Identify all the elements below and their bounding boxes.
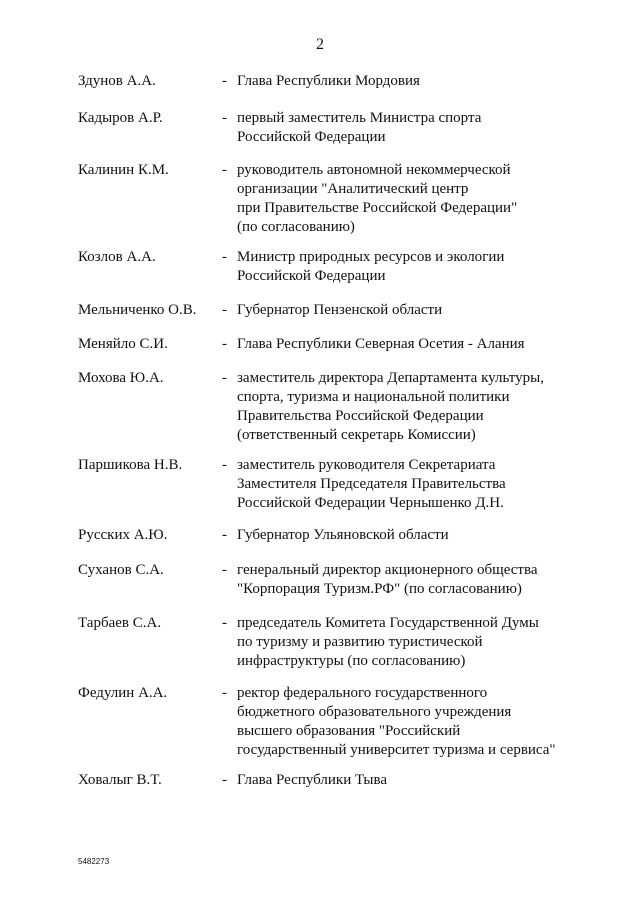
member-position	[237, 369, 577, 445]
member-name: Федулин А.А.	[78, 685, 168, 701]
position-line: бюджетного образовательного учреждения	[237, 704, 512, 720]
member-position	[237, 526, 577, 545]
position-line: организации "Аналитический центр	[237, 181, 469, 197]
member-name: Суханов С.А.	[78, 562, 164, 578]
member-name: Тарбаев С.А.	[78, 615, 162, 631]
position-line: Заместителя Председателя Правительства	[237, 476, 506, 492]
dash: -	[222, 615, 227, 631]
member-name: Русских А.Ю.	[78, 527, 168, 543]
member-name: Кадыров А.Р.	[78, 110, 163, 126]
position-line: по туризму и развитию туристической	[237, 634, 483, 650]
dash: -	[222, 336, 227, 352]
document-code: 5482273	[78, 857, 110, 866]
position-line: Глава Республики Тыва	[237, 772, 388, 788]
member-position	[237, 771, 577, 790]
dash: -	[222, 562, 227, 578]
member-position	[237, 72, 577, 91]
member-name: Меняйло С.И.	[78, 336, 168, 352]
dash: -	[222, 162, 227, 178]
member-position	[237, 684, 577, 760]
position-line: при Правительстве Российской Федерации"	[237, 200, 518, 216]
position-line: "Корпорация Туризм.РФ" (по согласованию)	[237, 581, 522, 597]
dash: -	[222, 370, 227, 386]
dash: -	[222, 110, 227, 126]
position-line: председатель Комитета Государственной Думы	[237, 615, 539, 631]
member-position	[237, 301, 577, 320]
member-position	[237, 614, 577, 671]
member-name: Козлов А.А.	[78, 249, 156, 265]
member-name: Паршикова Н.В.	[78, 457, 183, 473]
member-name: Здунов А.А.	[78, 73, 156, 89]
position-line: спорта, туризма и национальной политики	[237, 389, 510, 405]
member-name: Ховалыг В.Т.	[78, 772, 162, 788]
dash: -	[222, 457, 227, 473]
dash: -	[222, 302, 227, 318]
member-name: Мельниченко О.В.	[78, 302, 197, 318]
position-line: (ответственный секретарь Комиссии)	[237, 427, 476, 443]
position-line: Российской Федерации	[237, 129, 386, 145]
dash: -	[222, 527, 227, 543]
dash: -	[222, 73, 227, 89]
position-line: заместитель директора Департамента культуры,	[237, 370, 544, 386]
member-name: Калинин К.М.	[78, 162, 169, 178]
position-line: Российской Федерации	[237, 268, 386, 284]
member-position	[237, 161, 577, 237]
member-position	[237, 561, 577, 599]
dash: -	[222, 772, 227, 788]
member-position	[237, 109, 577, 147]
position-line: (по согласованию)	[237, 219, 355, 235]
position-line: первый заместитель Министра спорта	[237, 110, 482, 126]
position-line: ректор федерального государственного	[237, 685, 488, 701]
position-line: инфраструктуры (по согласованию)	[237, 653, 466, 669]
dash: -	[222, 685, 227, 701]
dash: -	[222, 249, 227, 265]
position-line: Правительства Российской Федерации	[237, 408, 484, 424]
position-line: руководитель автономной некоммерческой	[237, 162, 511, 178]
position-line: Губернатор Ульяновской области	[237, 527, 449, 543]
position-line: Министр природных ресурсов и экологии	[237, 249, 505, 265]
position-line: государственный университет туризма и сервиса"	[237, 742, 556, 758]
position-line: заместитель руководителя Секретариата	[237, 457, 496, 473]
position-line: высшего образования "Российский	[237, 723, 461, 739]
member-position	[237, 335, 577, 354]
page-number: 2	[316, 36, 324, 53]
position-line: генеральный директор акционерного общества	[237, 562, 538, 578]
position-line: Губернатор Пензенской области	[237, 302, 443, 318]
position-line: Российской Федерации Чернышенко Д.Н.	[237, 495, 504, 511]
position-line: Глава Республики Северная Осетия - Алания	[237, 336, 525, 352]
position-line: Глава Республики Мордовия	[237, 73, 420, 89]
member-position	[237, 456, 577, 513]
member-position	[237, 248, 577, 286]
member-name: Мохова Ю.А.	[78, 370, 164, 386]
